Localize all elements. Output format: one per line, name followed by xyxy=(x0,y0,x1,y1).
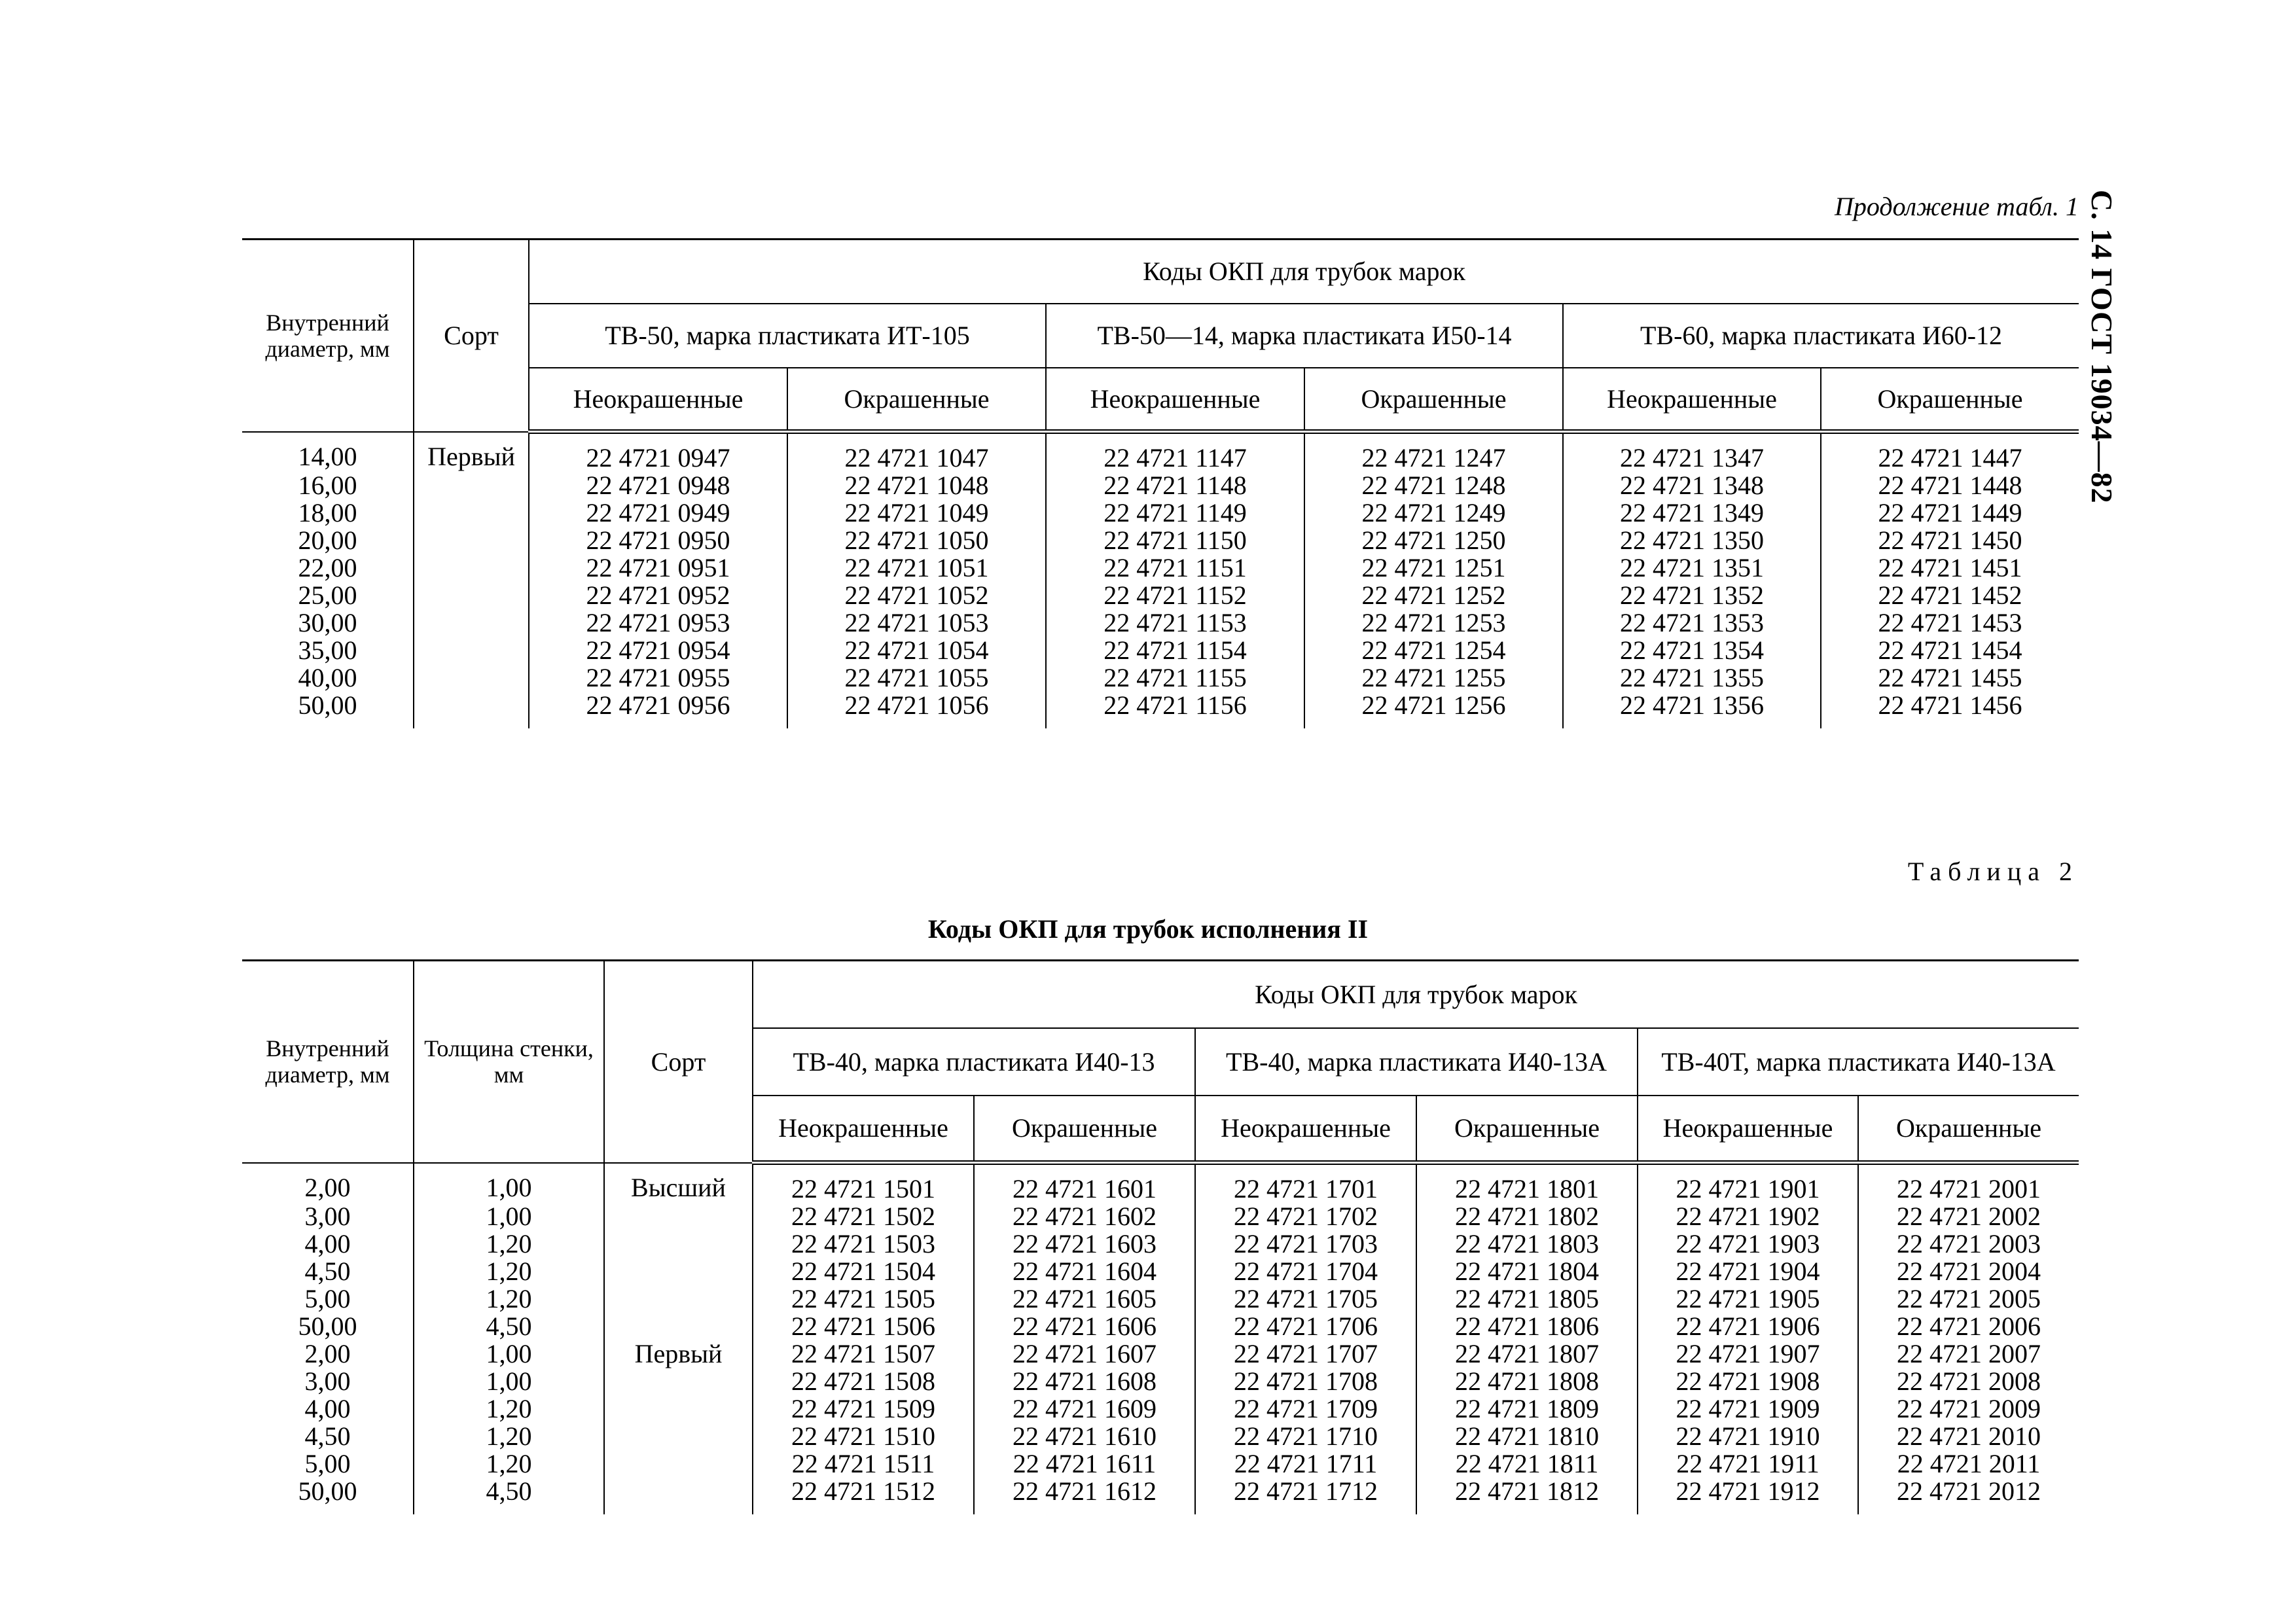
inner-diameter-header: Внутренний диаметр, мм xyxy=(242,240,414,432)
okp-code-cell: 22 4721 1056 xyxy=(787,692,1046,728)
okp-code-cell: 22 4721 1505 xyxy=(753,1285,974,1313)
okp-code-cell: 22 4721 1602 xyxy=(974,1203,1195,1230)
wall-thickness-cell: 1,20 xyxy=(414,1450,604,1478)
okp-code-cell: 22 4721 1152 xyxy=(1046,582,1304,609)
grade-header: Сорт xyxy=(604,961,753,1163)
wall-thickness-cell: 1,20 xyxy=(414,1395,604,1423)
okp-code-cell: 22 4721 1712 xyxy=(1195,1478,1416,1514)
okp-code-cell: 22 4721 1510 xyxy=(753,1423,974,1450)
okp-code-cell: 22 4721 1354 xyxy=(1563,637,1821,664)
table-row xyxy=(242,527,2079,554)
grade-cell xyxy=(604,1423,753,1450)
okp-code-cell: 22 4721 1708 xyxy=(1195,1368,1416,1395)
okp-code-cell: 22 4721 2006 xyxy=(1858,1313,2079,1340)
table-row xyxy=(242,1368,2079,1395)
unpainted-header: Неокрашенные xyxy=(1046,368,1304,432)
okp-code-cell: 22 4721 1508 xyxy=(753,1368,974,1395)
okp-code-cell: 22 4721 1608 xyxy=(974,1368,1195,1395)
grade-header: Сорт xyxy=(414,240,529,432)
okp-code-cell: 22 4721 1811 xyxy=(1416,1450,1638,1478)
grade-cell xyxy=(414,582,529,609)
inner-diameter-cell: 50,00 xyxy=(298,1476,357,1506)
okp-code-cell: 22 4721 1901 xyxy=(1638,1163,1858,1204)
wall-thickness-header: Толщина стенки, мм xyxy=(414,961,604,1163)
wall-thickness-cell: 1,20 xyxy=(414,1258,604,1285)
okp-code-cell: 22 4721 2005 xyxy=(1858,1285,2079,1313)
okp-code-cell: 22 4721 0948 xyxy=(529,472,787,499)
okp-code-cell: 22 4721 1049 xyxy=(787,499,1046,527)
brand-header: ТВ-40Т, марка пластиката И40-13А xyxy=(1638,1028,2079,1096)
okp-code-cell: 22 4721 1909 xyxy=(1638,1395,1858,1423)
okp-code-cell: 22 4721 1356 xyxy=(1563,692,1821,728)
painted-header: Окрашенные xyxy=(787,368,1046,432)
okp-code-cell: 22 4721 2012 xyxy=(1858,1478,2079,1514)
table-row xyxy=(242,1395,2079,1423)
okp-code-cell: 22 4721 1908 xyxy=(1638,1368,1858,1395)
grade-cell xyxy=(604,1230,753,1258)
okp-code-cell: 22 4721 1710 xyxy=(1195,1423,1416,1450)
wall-thickness-cell: 1,00 xyxy=(414,1340,604,1368)
okp-code-cell: 22 4721 2003 xyxy=(1858,1230,2079,1258)
grade-cell xyxy=(604,1478,753,1514)
table-row xyxy=(242,554,2079,582)
okp-code-cell: 22 4721 1903 xyxy=(1638,1230,1858,1258)
inner-diameter-cell: 30,00 xyxy=(298,608,357,637)
grade-cell xyxy=(414,609,529,637)
okp-code-cell: 22 4721 1604 xyxy=(974,1258,1195,1285)
inner-diameter-cell: 40,00 xyxy=(298,663,357,692)
grade-cell xyxy=(414,664,529,692)
grade-cell: Высший xyxy=(604,1163,753,1204)
grade-cell xyxy=(414,692,529,728)
okp-code-cell: 22 4721 1702 xyxy=(1195,1203,1416,1230)
okp-code-cell: 22 4721 1052 xyxy=(787,582,1046,609)
painted-header: Окрашенные xyxy=(974,1096,1195,1163)
okp-code-cell: 22 4721 2010 xyxy=(1858,1423,2079,1450)
okp-code-cell: 22 4721 1805 xyxy=(1416,1285,1638,1313)
okp-code-cell: 22 4721 1051 xyxy=(787,554,1046,582)
wall-thickness-cell: 1,20 xyxy=(414,1423,604,1450)
inner-diameter-cell: 4,50 xyxy=(304,1257,351,1286)
okp-code-cell: 22 4721 1906 xyxy=(1638,1313,1858,1340)
inner-diameter-cell: 5,00 xyxy=(304,1284,351,1313)
okp-code-cell: 22 4721 1803 xyxy=(1416,1230,1638,1258)
grade-cell xyxy=(414,499,529,527)
grade-cell xyxy=(414,637,529,664)
codes-group-header: Коды ОКП для трубок марок xyxy=(753,961,2079,1028)
okp-code-cell: 22 4721 1502 xyxy=(753,1203,974,1230)
okp-code-cell: 22 4721 1153 xyxy=(1046,609,1304,637)
okp-code-cell: 22 4721 1455 xyxy=(1821,664,2079,692)
table-row xyxy=(242,582,2079,609)
okp-code-cell: 22 4721 1452 xyxy=(1821,582,2079,609)
inner-diameter-cell: 4,00 xyxy=(304,1394,351,1423)
okp-code-cell: 22 4721 0953 xyxy=(529,609,787,637)
grade-cell xyxy=(604,1450,753,1478)
table-row xyxy=(242,637,2079,664)
okp-code-cell: 22 4721 1048 xyxy=(787,472,1046,499)
table-2 xyxy=(242,959,2079,1514)
brand-header: ТВ-40, марка пластиката И40-13А xyxy=(1195,1028,1638,1096)
okp-code-cell: 22 4721 0956 xyxy=(529,692,787,728)
inner-diameter-cell: 2,00 xyxy=(304,1339,351,1368)
okp-code-cell: 22 4721 1451 xyxy=(1821,554,2079,582)
table-row xyxy=(242,609,2079,637)
okp-code-cell: 22 4721 1611 xyxy=(974,1450,1195,1478)
okp-code-cell: 22 4721 1251 xyxy=(1304,554,1563,582)
okp-code-cell: 22 4721 1707 xyxy=(1195,1340,1416,1368)
table-row xyxy=(242,1258,2079,1285)
wall-thickness-cell: 4,50 xyxy=(414,1478,604,1514)
okp-code-cell: 22 4721 1147 xyxy=(1046,432,1304,473)
okp-code-cell: 22 4721 2009 xyxy=(1858,1395,2079,1423)
grade-cell: Первый xyxy=(604,1340,753,1368)
okp-code-cell: 22 4721 2011 xyxy=(1858,1450,2079,1478)
painted-header: Окрашенные xyxy=(1304,368,1563,432)
okp-code-cell: 22 4721 0955 xyxy=(529,664,787,692)
table-row xyxy=(242,1423,2079,1450)
okp-code-cell: 22 4721 0949 xyxy=(529,499,787,527)
okp-code-cell: 22 4721 1711 xyxy=(1195,1450,1416,1478)
okp-code-cell: 22 4721 1904 xyxy=(1638,1258,1858,1285)
okp-code-cell: 22 4721 1512 xyxy=(753,1478,974,1514)
grade-cell xyxy=(604,1203,753,1230)
okp-code-cell: 22 4721 1256 xyxy=(1304,692,1563,728)
okp-code-cell: 22 4721 1808 xyxy=(1416,1368,1638,1395)
okp-code-cell: 22 4721 1910 xyxy=(1638,1423,1858,1450)
okp-code-cell: 22 4721 1504 xyxy=(753,1258,974,1285)
painted-header: Окрашенные xyxy=(1821,368,2079,432)
okp-code-cell: 22 4721 1807 xyxy=(1416,1340,1638,1368)
inner-diameter-cell: 25,00 xyxy=(298,580,357,610)
grade-cell xyxy=(414,527,529,554)
okp-code-cell: 22 4721 1453 xyxy=(1821,609,2079,637)
wall-thickness-cell: 1,20 xyxy=(414,1285,604,1313)
brand-header: ТВ-40, марка пластиката И40-13 xyxy=(753,1028,1195,1096)
okp-code-cell: 22 4721 1047 xyxy=(787,432,1046,473)
okp-code-cell: 22 4721 1447 xyxy=(1821,432,2079,473)
okp-code-cell: 22 4721 1456 xyxy=(1821,692,2079,728)
table-row xyxy=(242,1230,2079,1258)
table-row xyxy=(242,1163,2079,1204)
okp-code-cell: 22 4721 2002 xyxy=(1858,1203,2079,1230)
okp-code-cell: 22 4721 1351 xyxy=(1563,554,1821,582)
okp-code-cell: 22 4721 1250 xyxy=(1304,527,1563,554)
okp-code-cell: 22 4721 2008 xyxy=(1858,1368,2079,1395)
table-row xyxy=(242,1340,2079,1368)
okp-code-cell: 22 4721 1249 xyxy=(1304,499,1563,527)
okp-code-cell: 22 4721 1701 xyxy=(1195,1163,1416,1204)
okp-code-cell: 22 4721 2004 xyxy=(1858,1258,2079,1285)
table-row xyxy=(242,432,2079,473)
okp-code-cell: 22 4721 1902 xyxy=(1638,1203,1858,1230)
table-row xyxy=(242,692,2079,728)
okp-code-cell: 22 4721 1154 xyxy=(1046,637,1304,664)
okp-code-cell: 22 4721 1156 xyxy=(1046,692,1304,728)
continuation-label: Продолжение табл. 1 xyxy=(1834,192,2079,221)
wall-thickness-cell: 1,00 xyxy=(414,1203,604,1230)
okp-code-cell: 22 4721 1905 xyxy=(1638,1285,1858,1313)
okp-code-cell: 22 4721 1703 xyxy=(1195,1230,1416,1258)
okp-code-cell: 22 4721 1603 xyxy=(974,1230,1195,1258)
table-2-label: Таблица 2 xyxy=(1907,857,2079,886)
brand-header: ТВ-60, марка пластиката И60-12 xyxy=(1563,304,2079,368)
okp-code-cell: 22 4721 1054 xyxy=(787,637,1046,664)
okp-code-cell: 22 4721 1254 xyxy=(1304,637,1563,664)
okp-code-cell: 22 4721 1912 xyxy=(1638,1478,1858,1514)
okp-code-cell: 22 4721 1506 xyxy=(753,1313,974,1340)
okp-code-cell: 22 4721 1149 xyxy=(1046,499,1304,527)
inner-diameter-cell: 20,00 xyxy=(298,526,357,555)
table-2-title: Коды ОКП для трубок исполнения II xyxy=(927,914,1369,944)
wall-thickness-cell: 1,00 xyxy=(414,1163,604,1204)
okp-code-cell: 22 4721 1601 xyxy=(974,1163,1195,1204)
codes-group-header: Коды ОКП для трубок марок xyxy=(529,240,2079,304)
okp-code-cell: 22 4721 1609 xyxy=(974,1395,1195,1423)
table-row xyxy=(242,1313,2079,1340)
okp-code-cell: 22 4721 0950 xyxy=(529,527,787,554)
okp-code-cell: 22 4721 1255 xyxy=(1304,664,1563,692)
table-row xyxy=(242,472,2079,499)
okp-code-cell: 22 4721 1252 xyxy=(1304,582,1563,609)
okp-code-cell: 22 4721 1151 xyxy=(1046,554,1304,582)
okp-code-cell: 22 4721 1454 xyxy=(1821,637,2079,664)
okp-code-cell: 22 4721 1507 xyxy=(753,1340,974,1368)
okp-code-cell: 22 4721 1804 xyxy=(1416,1258,1638,1285)
okp-code-cell: 22 4721 1501 xyxy=(753,1163,974,1204)
okp-code-cell: 22 4721 1448 xyxy=(1821,472,2079,499)
okp-code-cell: 22 4721 1809 xyxy=(1416,1395,1638,1423)
okp-code-cell: 22 4721 1148 xyxy=(1046,472,1304,499)
unpainted-header: Неокрашенные xyxy=(1638,1096,1858,1163)
table-row xyxy=(242,664,2079,692)
unpainted-header: Неокрашенные xyxy=(529,368,787,432)
okp-code-cell: 22 4721 1801 xyxy=(1416,1163,1638,1204)
inner-diameter-cell: 22,00 xyxy=(298,553,357,582)
table-row xyxy=(242,1478,2079,1514)
okp-code-cell: 22 4721 1509 xyxy=(753,1395,974,1423)
painted-header: Окрашенные xyxy=(1858,1096,2079,1163)
inner-diameter-cell: 5,00 xyxy=(304,1449,351,1478)
wall-thickness-cell: 1,00 xyxy=(414,1368,604,1395)
okp-code-cell: 22 4721 1812 xyxy=(1416,1478,1638,1514)
table-row xyxy=(242,1450,2079,1478)
okp-code-cell: 22 4721 1050 xyxy=(787,527,1046,554)
brand-header: ТВ-50, марка пластиката ИТ-105 xyxy=(529,304,1046,368)
okp-code-cell: 22 4721 1247 xyxy=(1304,432,1563,473)
okp-code-cell: 22 4721 0954 xyxy=(529,637,787,664)
page-header: С. 14 ГОСТ 19034—82 xyxy=(2085,190,2119,504)
okp-code-cell: 22 4721 1347 xyxy=(1563,432,1821,473)
okp-code-cell: 22 4721 1709 xyxy=(1195,1395,1416,1423)
table-row xyxy=(242,1203,2079,1230)
okp-code-cell: 22 4721 2001 xyxy=(1858,1163,2079,1204)
inner-diameter-cell: 4,00 xyxy=(304,1229,351,1258)
grade-cell xyxy=(414,554,529,582)
painted-header: Окрашенные xyxy=(1416,1096,1638,1163)
grade-cell xyxy=(604,1313,753,1340)
inner-diameter-cell: 3,00 xyxy=(304,1366,351,1396)
inner-diameter-cell: 35,00 xyxy=(298,635,357,665)
okp-code-cell: 22 4721 1350 xyxy=(1563,527,1821,554)
okp-code-cell: 22 4721 1248 xyxy=(1304,472,1563,499)
okp-code-cell: 22 4721 1150 xyxy=(1046,527,1304,554)
grade-cell xyxy=(604,1368,753,1395)
okp-code-cell: 22 4721 1704 xyxy=(1195,1258,1416,1285)
okp-code-cell: 22 4721 1612 xyxy=(974,1478,1195,1514)
okp-code-cell: 22 4721 0947 xyxy=(529,432,787,473)
table-1 xyxy=(242,238,2079,728)
okp-code-cell: 22 4721 1706 xyxy=(1195,1313,1416,1340)
okp-code-cell: 22 4721 1349 xyxy=(1563,499,1821,527)
okp-code-cell: 22 4721 1355 xyxy=(1563,664,1821,692)
brand-header: ТВ-50—14, марка пластиката И50-14 xyxy=(1046,304,1563,368)
okp-code-cell: 22 4721 1503 xyxy=(753,1230,974,1258)
okp-code-cell: 22 4721 1450 xyxy=(1821,527,2079,554)
okp-code-cell: 22 4721 1610 xyxy=(974,1423,1195,1450)
okp-code-cell: 22 4721 1449 xyxy=(1821,499,2079,527)
inner-diameter-cell: 18,00 xyxy=(298,498,357,527)
grade-cell xyxy=(604,1395,753,1423)
inner-diameter-cell: 16,00 xyxy=(298,471,357,500)
inner-diameter-header: Внутренний диаметр, мм xyxy=(242,961,414,1163)
okp-code-cell: 22 4721 1055 xyxy=(787,664,1046,692)
okp-code-cell: 22 4721 1353 xyxy=(1563,609,1821,637)
okp-code-cell: 22 4721 1155 xyxy=(1046,664,1304,692)
inner-diameter-cell: 4,50 xyxy=(304,1421,351,1451)
okp-code-cell: 22 4721 1348 xyxy=(1563,472,1821,499)
inner-diameter-cell: 3,00 xyxy=(304,1202,351,1231)
table-row xyxy=(242,1285,2079,1313)
wall-thickness-cell: 1,20 xyxy=(414,1230,604,1258)
inner-diameter-cell: 14,00 xyxy=(298,441,357,471)
okp-code-cell: 22 4721 1606 xyxy=(974,1313,1195,1340)
inner-diameter-cell: 50,00 xyxy=(298,1311,357,1341)
unpainted-header: Неокрашенные xyxy=(1195,1096,1416,1163)
okp-code-cell: 22 4721 1806 xyxy=(1416,1313,1638,1340)
inner-diameter-cell: 50,00 xyxy=(298,690,357,720)
grade-cell: Первый xyxy=(414,432,529,473)
wall-thickness-cell: 4,50 xyxy=(414,1313,604,1340)
okp-code-cell: 22 4721 1705 xyxy=(1195,1285,1416,1313)
okp-code-cell: 22 4721 1911 xyxy=(1638,1450,1858,1478)
okp-code-cell: 22 4721 1053 xyxy=(787,609,1046,637)
okp-code-cell: 22 4721 0951 xyxy=(529,554,787,582)
grade-cell xyxy=(604,1285,753,1313)
okp-code-cell: 22 4721 1810 xyxy=(1416,1423,1638,1450)
okp-code-cell: 22 4721 1605 xyxy=(974,1285,1195,1313)
table-row xyxy=(242,499,2079,527)
okp-code-cell: 22 4721 1802 xyxy=(1416,1203,1638,1230)
inner-diameter-cell: 2,00 xyxy=(304,1172,351,1202)
grade-cell xyxy=(414,472,529,499)
okp-code-cell: 22 4721 2007 xyxy=(1858,1340,2079,1368)
okp-code-cell: 22 4721 0952 xyxy=(529,582,787,609)
unpainted-header: Неокрашенные xyxy=(753,1096,974,1163)
okp-code-cell: 22 4721 1607 xyxy=(974,1340,1195,1368)
okp-code-cell: 22 4721 1511 xyxy=(753,1450,974,1478)
okp-code-cell: 22 4721 1907 xyxy=(1638,1340,1858,1368)
okp-code-cell: 22 4721 1253 xyxy=(1304,609,1563,637)
grade-cell xyxy=(604,1258,753,1285)
unpainted-header: Неокрашенные xyxy=(1563,368,1821,432)
okp-code-cell: 22 4721 1352 xyxy=(1563,582,1821,609)
